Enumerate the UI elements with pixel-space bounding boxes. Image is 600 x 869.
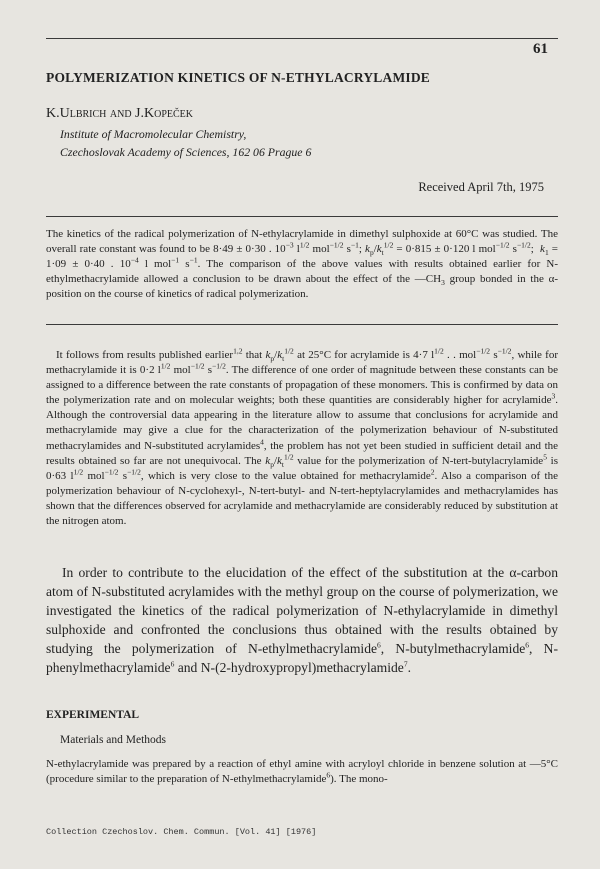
abstract-bottom-rule [46,324,558,325]
abstract: The kinetics of the radical polymerization of N-ethylacrylamide in dimethyl sulphoxide at 60°C was studied. The overall rate constant was found to be 8·49 ± 0·30 . $10^{-3}$ $l^{1/2}$ mol$^{-1/2}$ $s^{-1}$; $k_p/k_t^{1/2} = 0\cdot 815 \pm 0\cdot 120$ l mol$^{-1/2}$ $s^{-1/2}$; $k_1 = 1\cdot 09 \pm 0\cdot 40$ . $10^{-4}$ l mol$^{-1}$ $s^{-1}$. The comparison of the above values with results obtained earlier for N-ethylmethacrylamide allowed a conclusion to be drawn about the effect of the $—CH_3$ group bonded in the α-position on the course of kinetics of radical polymerization. [46,228,559,301]
abstract-top-rule [46,216,558,217]
page-number: 61 [533,41,548,57]
affiliation-line-2: Czechoslovak Academy of Sciences, 162 06 Prague 6 [60,145,312,159]
received-date: Received April 7th, 1975 [418,180,544,194]
intro-paragraph: It follows from results published earlier$^{1,2}$ that $k_p/k_t^{1/2}$ at 25°C for acrylamide is 4·7 $l^{1/2}$ . . mol$^{-1/2}$ $s^{-1/2}$, while for methacrylamide it is 0·2 $l^{1/2}$ mol$^{-1/2}$ $s^{-1/2}$. The difference of one order of magnitude between these constants can be assigned to a difference between the rate constants of propagation of these monomers. This is confirmed by data on the polymerization rate and on molecular weights; both these quantities are considerably higher for acrylamide$^3$. Although the controversial data appearing in the literature allow to assume that conclusions for acrylamide and methacrylamide may give a clue for the characterization of the polymerization behaviour of N-substituted methacrylamides and N-substituted acrylamides$^4$, the problem has not yet been studied in sufficient detail and the results obtained so far are not unequivocal. The $k_p/k_t^{1/2}$ value for the polymerization of N-tert-butylacrylamide$^5$ is 0·63 $l^{1/2}$ mol$^{-1/2}$ $s^{-1/2}$, which is very close to the value obtained for methacrylamide$^2$. Also a comparison of the polymerization behaviour of N-cyclohexyl-, N-tert-butyl- and N-tert-heptylacrylamides and methacrylamides has shown that the differences observed for acrylamide and methacrylamide are considerably reduced by substitution at the nitrogen atom. [46,346,559,528]
article-title: POLYMERIZATION KINETICS OF N-ETHYLACRYLAMIDE [46,70,430,85]
authors: K.Ulbrich and J.Kopeček [46,106,194,121]
top-rule [46,38,558,39]
affiliation-line-1: Institute of Macromolecular Chemistry, [60,127,247,141]
journal-footer: Collection Czechoslov. Chem. Commun. [Vol. 41] [1976] [46,827,317,837]
aim-paragraph: In order to contribute to the elucidation of the effect of the substitution at the α-carbon atom of N-substituted acrylamides with the methyl group on the course of polymerization, we investigated the kinetics of the radical polymerization of N-ethylacrylamide in dimethyl sulphoxide and confronted the conclusions thus obtained with the results obtained by studying the polymerization of N-ethylmethacrylamide$^6$, N-butylmethacrylamide$^6$, N-phenylmethacrylamide$^6$ and N-(2-hydroxypropyl)methacrylamide$^7$. [46,565,558,675]
methods-paragraph: N-ethylacrylamide was prepared by a reaction of ethyl amine with acryloyl chloride in benzene solution at —5°C (procedure similar to the preparation of N-ethylmethacrylamide$^6$). The mono- [46,758,558,786]
subsection-heading: Materials and Methods [60,734,167,746]
section-heading: EXPERIMENTAL [46,709,140,721]
